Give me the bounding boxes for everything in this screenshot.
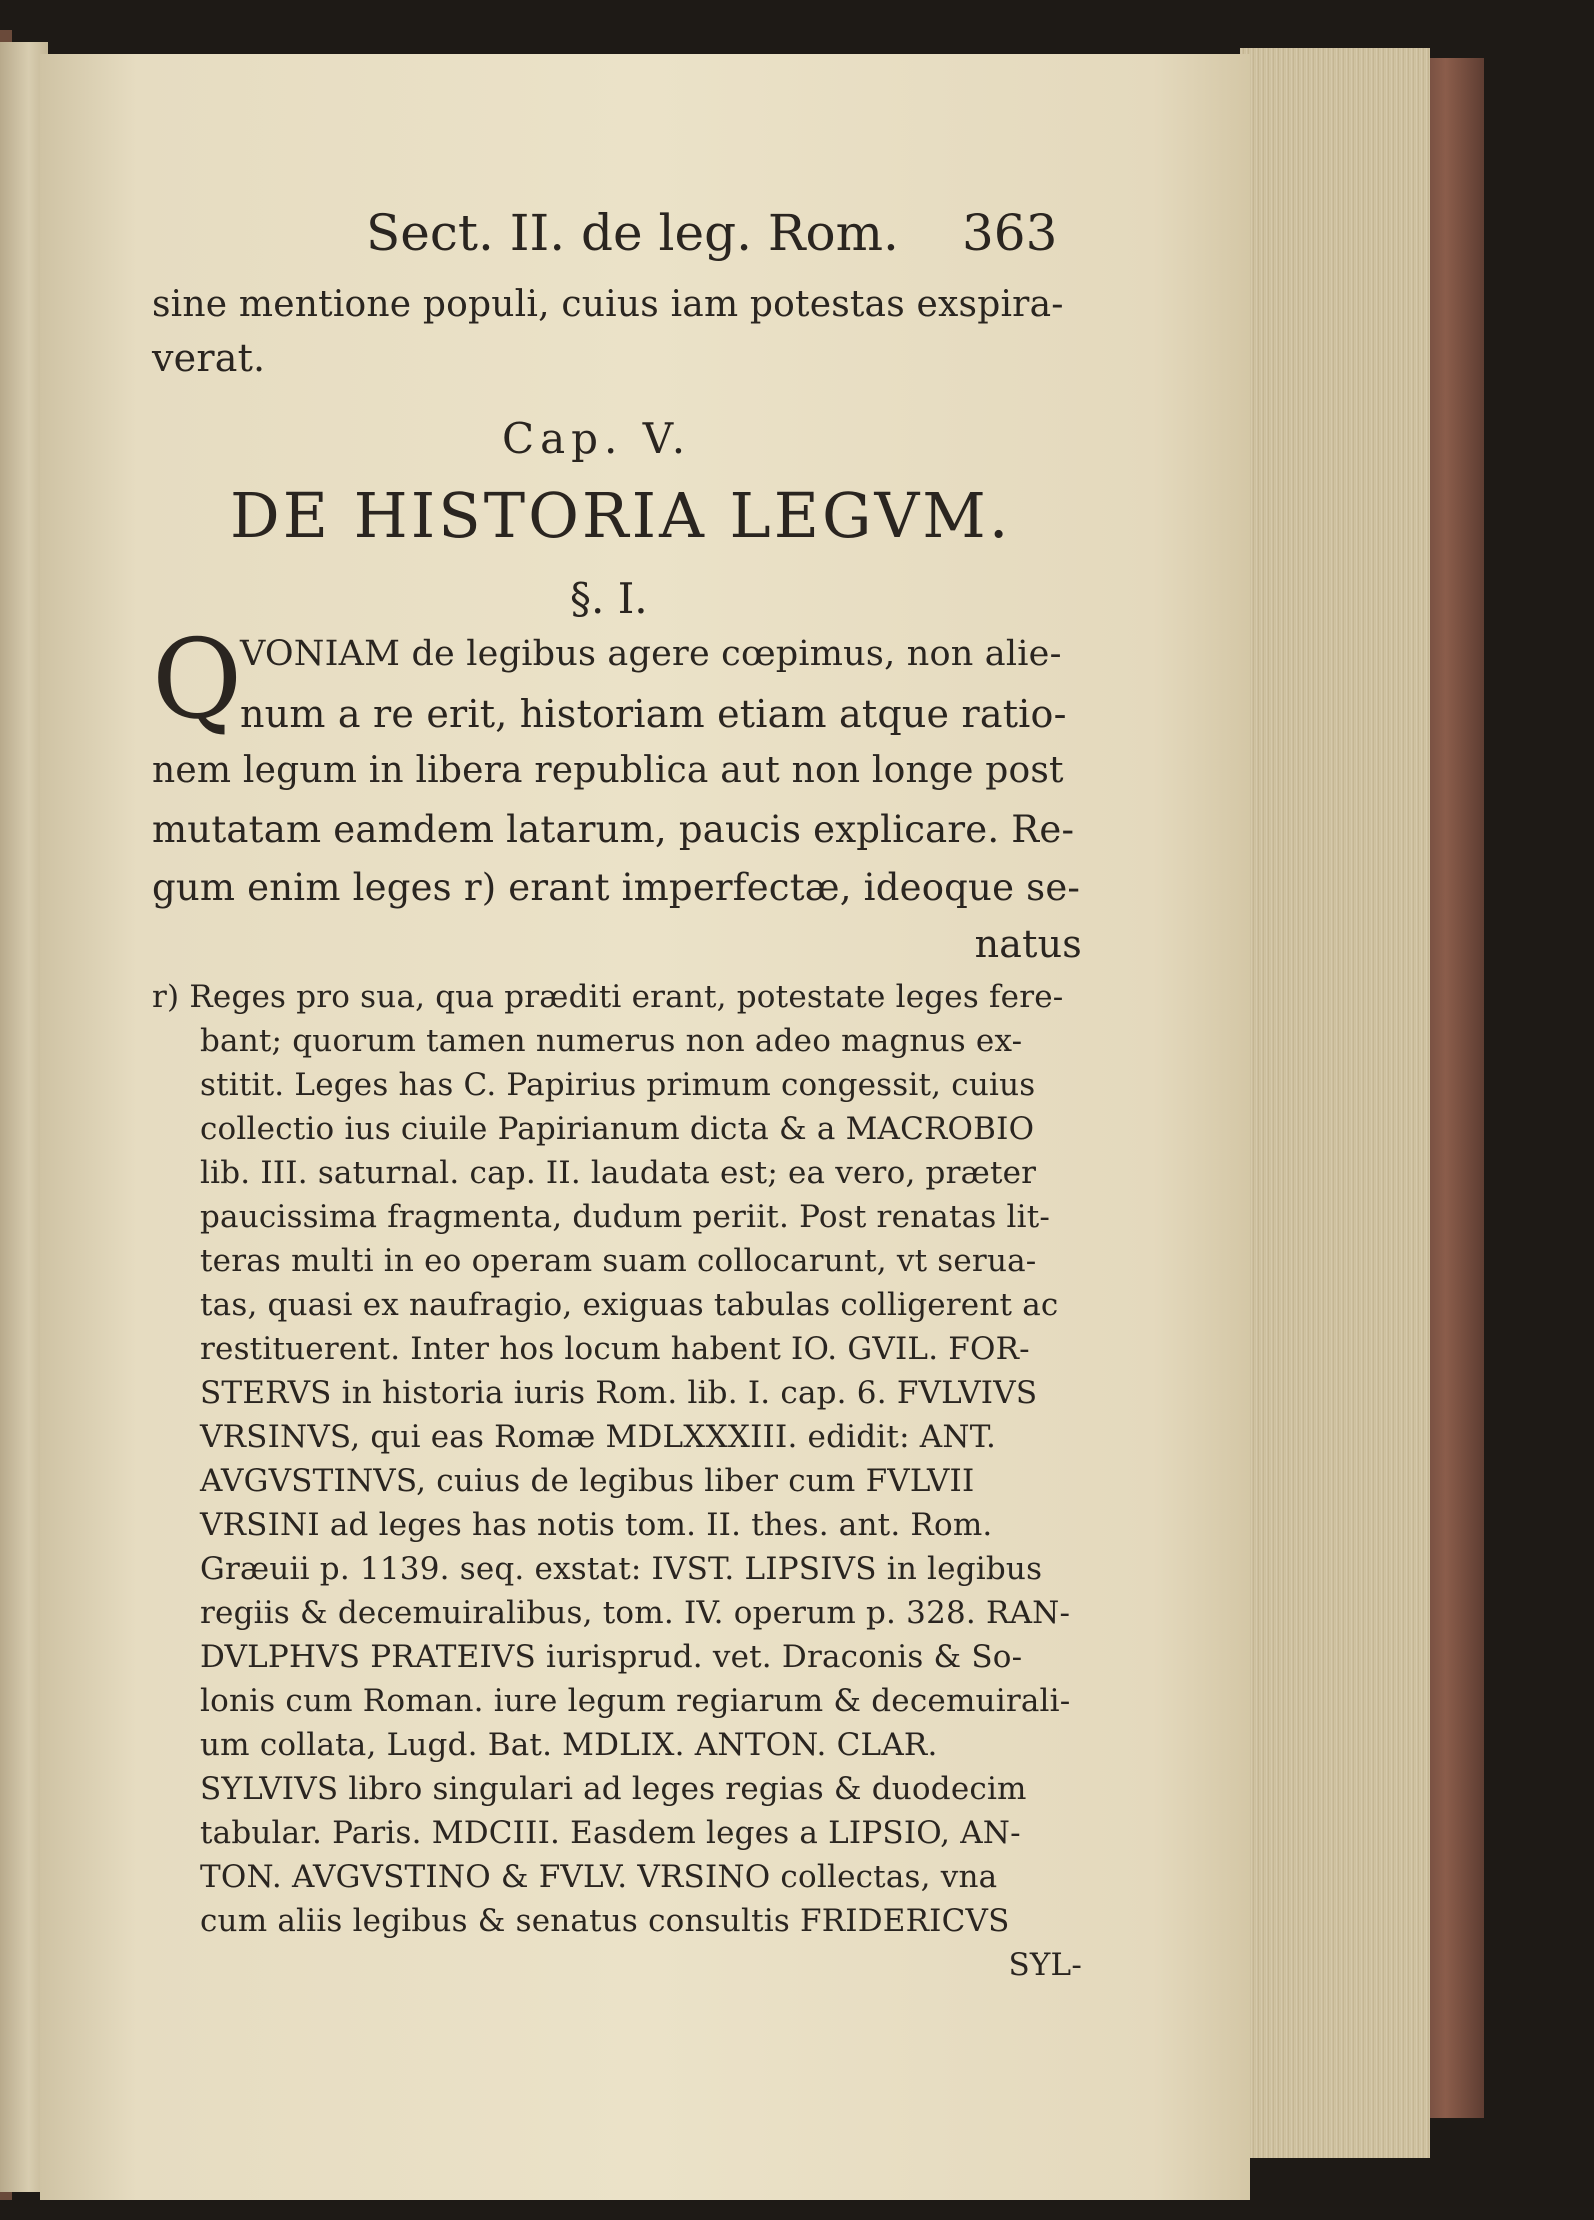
- body-catchword: natus: [974, 922, 1082, 966]
- footnote-line: tas, quasi ex naufragio, exiguas tabulas colligerent ac: [200, 1287, 1059, 1323]
- footnote-line: lib. III. saturnal. cap. II. laudata est; ea vero, præter: [200, 1155, 1037, 1191]
- footnote-line: SYLVIVS libro singulari ad leges regias & duodecim: [200, 1771, 1027, 1807]
- body-line: sine mentione populi, cuius iam potestas exspira-: [152, 284, 1064, 325]
- footnote-line: TON. AVGVSTINO & FVLV. VRSINO collectas, vna: [200, 1859, 998, 1895]
- paragraph-line: num a re erit, historiam etiam atque ratio-: [240, 692, 1067, 736]
- paragraph-line: nem legum in libera republica aut non longe post: [152, 750, 1064, 791]
- footnote-line: teras multi in eo operam suam collocarunt, vt serua-: [200, 1243, 1037, 1279]
- footnote-line: cum aliis legibus & senatus consultis FRIDERICVS: [200, 1903, 1010, 1939]
- footnote-line: collectio ius ciuile Papirianum dicta & a MACROBIO: [200, 1111, 1035, 1147]
- footnote-line: lonis cum Roman. iure legum regiarum & decemuirali-: [200, 1683, 1071, 1719]
- drop-cap: Q: [152, 615, 243, 743]
- chapter-title: DE HISTORIA LEGVM.: [230, 479, 1012, 552]
- footnote-line: VRSINI ad leges has notis tom. II. thes. ant. Rom.: [200, 1507, 993, 1543]
- footnote-line: DVLPHVS PRATEIVS iurisprud. vet. Draconis & So-: [200, 1639, 1023, 1675]
- footnote-line: VRSINVS, qui eas Romæ MDLXXXIII. edidit: ANT.: [200, 1419, 997, 1455]
- section-mark: §. I.: [570, 574, 648, 623]
- footnote-line: restituerent. Inter hos locum habent IO. GVIL. FOR-: [200, 1331, 1030, 1367]
- footnote-line: AVGVSTINVS, cuius de legibus liber cum FVLVII: [200, 1463, 975, 1499]
- book-page: [40, 54, 1250, 2200]
- chapter-heading: Cap. V.: [502, 414, 692, 463]
- footnote-catchword: SYL-: [1008, 1947, 1082, 1983]
- footnote-line: stitit. Leges has C. Papirius primum congessit, cuius: [200, 1067, 1036, 1103]
- paragraph-line: VONIAM de legibus agere cœpimus, non alie-: [240, 634, 1062, 674]
- footnote-line: Græuii p. 1139. seq. exstat: IVST. LIPSIVS in legibus: [200, 1551, 1043, 1587]
- body-line: verat.: [152, 336, 266, 380]
- running-title: Sect. II. de leg. Rom.: [366, 204, 899, 262]
- footnote-line: tabular. Paris. MDCIII. Easdem leges a LIPSIO, AN-: [200, 1815, 1021, 1851]
- paragraph-line: mutatam eamdem latarum, paucis explicare. Re-: [152, 808, 1075, 851]
- paragraph-line: gum enim leges r) erant imperfectæ, ideoque se-: [152, 866, 1081, 909]
- footnote-line: r) Reges pro sua, qua præditi erant, potestate leges fere-: [152, 979, 1064, 1015]
- footnote-line: bant; quorum tamen numerus non adeo magnus ex-: [200, 1023, 1023, 1059]
- footnote-line: STERVS in historia iuris Rom. lib. I. cap. 6. FVLVIVS: [200, 1375, 1038, 1411]
- footnote-line: paucissima fragmenta, dudum periit. Post renatas lit-: [200, 1199, 1051, 1235]
- footnote-line: regiis & decemuiralibus, tom. IV. operum p. 328. RAN-: [200, 1595, 1071, 1631]
- fore-edge: [1240, 48, 1430, 2158]
- footnote-line: um collata, Lugd. Bat. MDLIX. ANTON. CLAR.: [200, 1727, 938, 1763]
- page-number: 363: [962, 204, 1058, 262]
